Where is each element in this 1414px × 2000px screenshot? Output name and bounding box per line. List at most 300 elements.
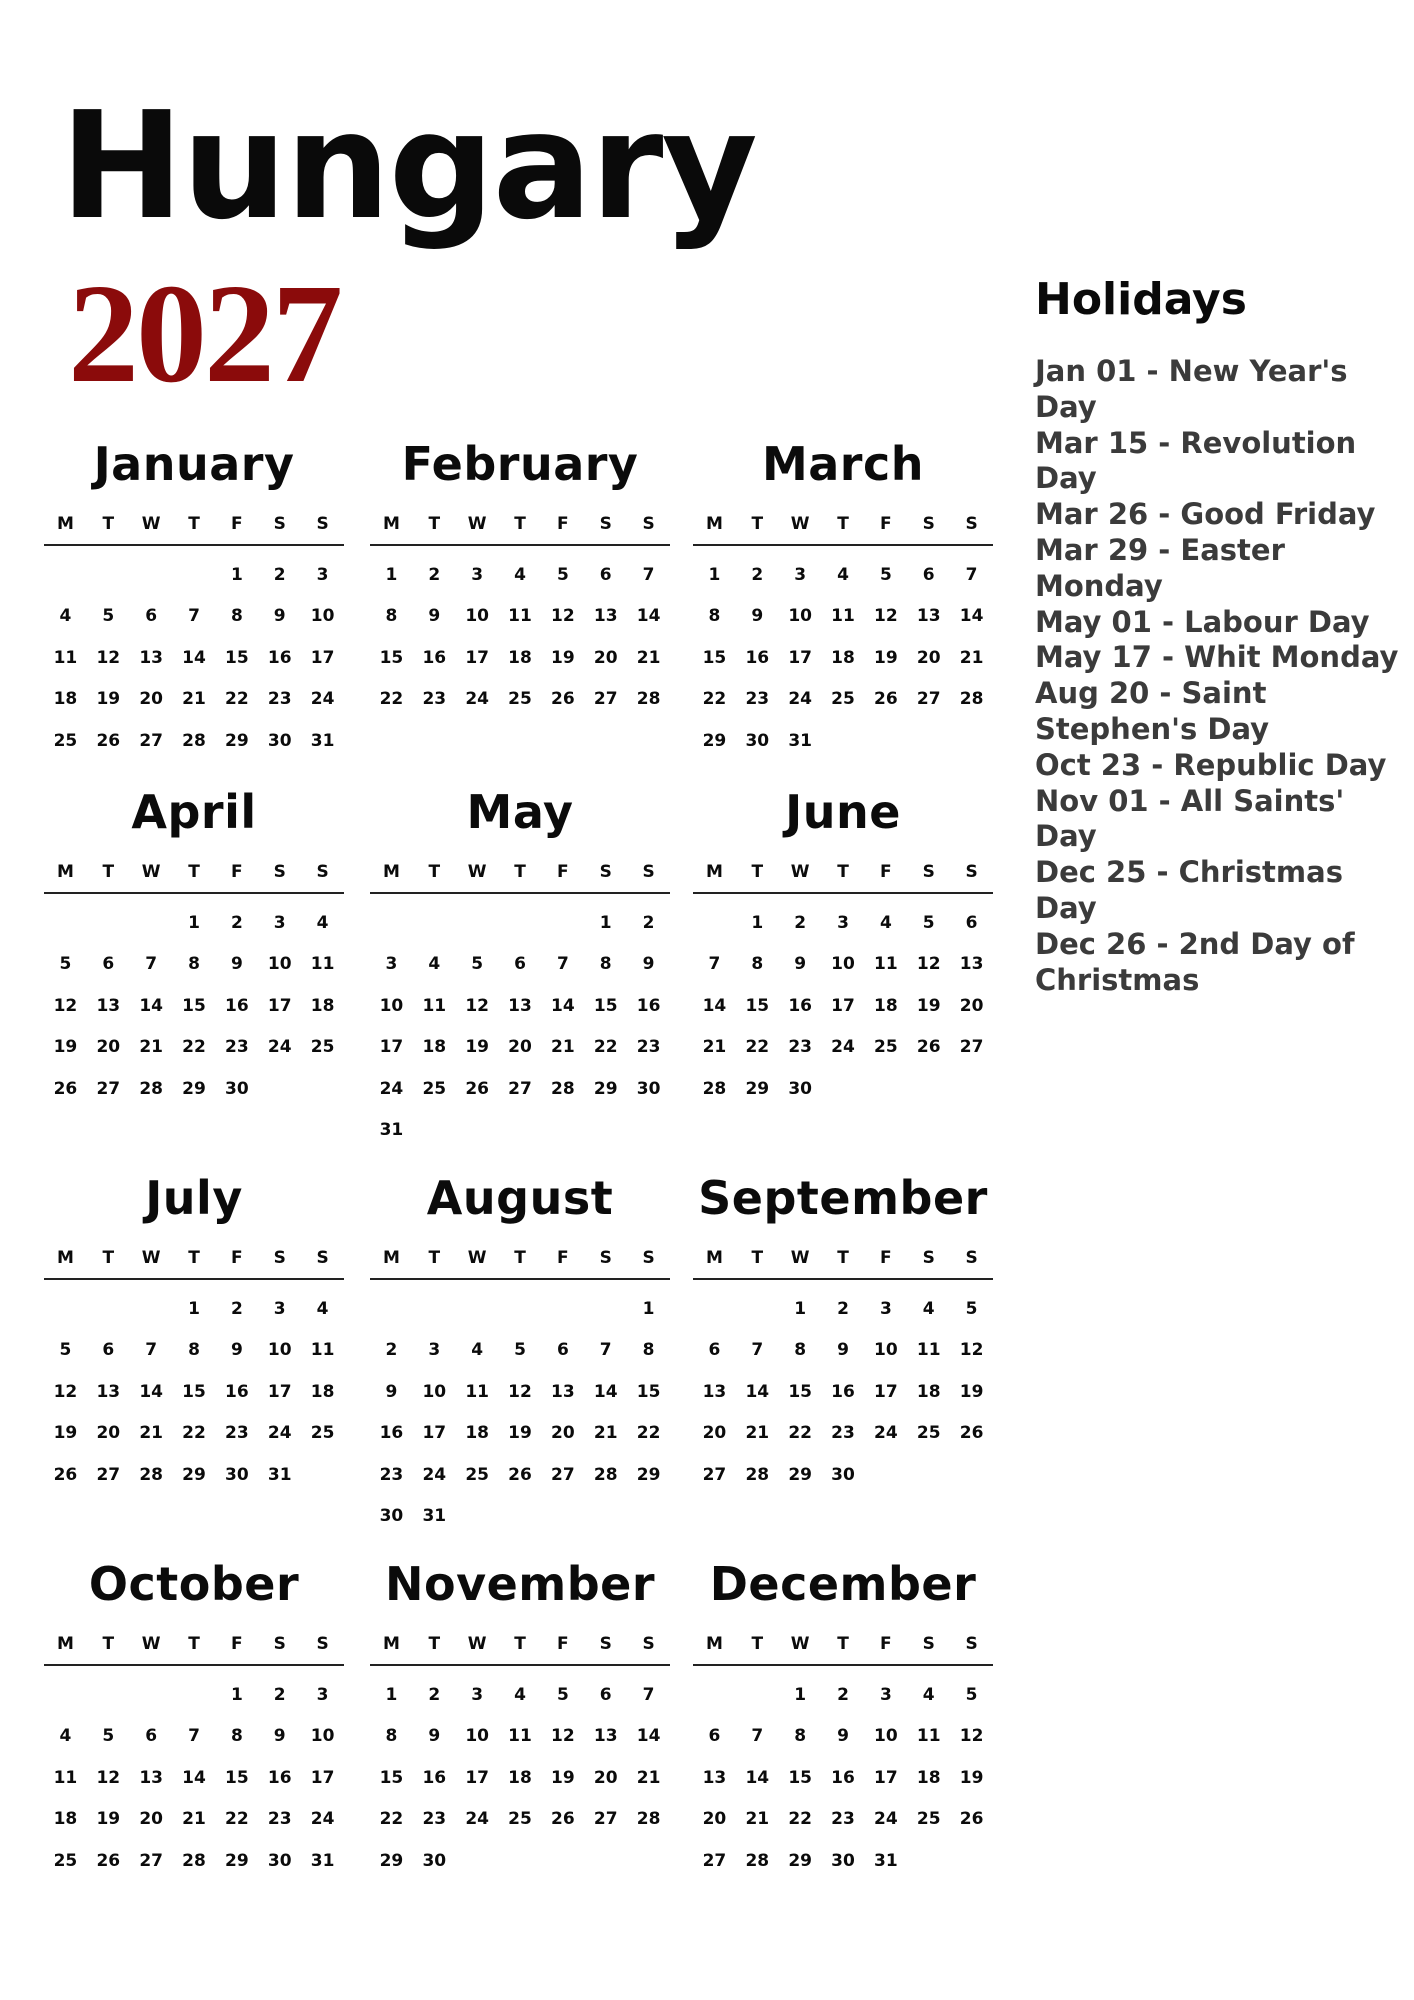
day-cell: 15 [593, 995, 618, 1016]
day-cell: 14 [182, 1767, 206, 1788]
weekday-label: F [880, 514, 892, 534]
week-row [693, 1330, 993, 1372]
day-cell: 17 [310, 647, 335, 668]
day-cell: 28 [959, 689, 984, 710]
weekday-label: F [231, 1248, 243, 1268]
month-name: December [709, 1557, 977, 1611]
week-row [44, 1799, 344, 1841]
day-cell: 7 [642, 1684, 655, 1705]
day-cell: 8 [385, 1726, 398, 1747]
weekday-label: S [599, 514, 612, 534]
weekday-label: T [102, 862, 115, 882]
day-cell: 14 [636, 606, 661, 627]
day-cell: 20 [96, 1037, 121, 1058]
weekday-label: S [922, 514, 935, 534]
day-cell: 5 [922, 912, 935, 933]
month-may [370, 786, 670, 1151]
day-cell: 25 [310, 1423, 335, 1444]
day-cell: 23 [788, 1037, 812, 1058]
day-cell: 31 [422, 1506, 447, 1527]
day-cell: 5 [965, 1684, 978, 1705]
day-cell: 21 [139, 1423, 163, 1444]
day-cell: 13 [593, 1726, 618, 1747]
day-cell: 29 [182, 1464, 206, 1485]
week-row [44, 1840, 344, 1882]
day-cell: 9 [273, 1726, 286, 1747]
weekday-label: T [751, 862, 764, 882]
day-cell: 5 [514, 1340, 526, 1361]
day-cell: 1 [642, 1298, 655, 1319]
day-cell: 3 [471, 1684, 484, 1705]
weekday-label: T [837, 514, 849, 534]
day-cell: 24 [874, 1423, 898, 1444]
weekday-label: W [141, 514, 161, 534]
weekday-header [693, 1238, 993, 1280]
weekday-label: M [705, 1248, 723, 1268]
week-row [370, 1674, 670, 1716]
day-cell: 21 [745, 1423, 770, 1444]
day-cell: 3 [385, 954, 398, 975]
day-cell: 22 [225, 689, 249, 710]
day-cell: 22 [702, 689, 727, 710]
day-cell: 14 [636, 1726, 661, 1747]
day-cell: 11 [874, 954, 898, 975]
weekday-label: M [705, 1634, 723, 1654]
day-cell: 21 [702, 1037, 727, 1058]
day-cell: 24 [874, 1809, 898, 1830]
day-cell: 15 [182, 1381, 206, 1402]
day-cell: 15 [379, 647, 404, 668]
day-cell: 14 [702, 995, 727, 1016]
day-cell: 15 [702, 647, 727, 668]
day-cell: 12 [959, 1340, 984, 1361]
day-cell: 27 [593, 689, 618, 710]
day-cell: 26 [53, 1078, 78, 1099]
day-cell: 19 [53, 1037, 78, 1058]
day-cell: 6 [708, 1340, 721, 1361]
week-row [44, 944, 344, 986]
holiday-item: Dec 25 - Christmas Day [1035, 855, 1343, 925]
day-cell: 10 [465, 606, 489, 627]
day-cell: 5 [59, 1340, 72, 1361]
weekday-label: T [514, 1248, 526, 1268]
day-cell: 23 [267, 689, 292, 710]
day-cell: 27 [551, 1464, 575, 1485]
day-cell: 14 [745, 1381, 770, 1402]
day-cell: 6 [922, 564, 935, 585]
weekday-label: M [56, 1248, 74, 1268]
day-cell: 10 [874, 1340, 898, 1361]
week-row [44, 902, 344, 944]
day-cell: 26 [551, 1809, 575, 1830]
month-name: January [93, 437, 295, 491]
week-row [693, 944, 993, 986]
day-cell: 19 [465, 1037, 489, 1058]
day-cell: 12 [874, 606, 898, 627]
day-cell: 25 [508, 689, 532, 710]
day-cell: 16 [636, 995, 661, 1016]
weekday-label: M [705, 862, 723, 882]
day-cell: 13 [508, 995, 532, 1016]
day-cell: 22 [182, 1423, 206, 1444]
day-cell: 22 [788, 1809, 812, 1830]
day-cell: 14 [959, 606, 984, 627]
day-cell: 1 [385, 1684, 398, 1705]
day-cell: 7 [751, 1726, 764, 1747]
day-cell: 17 [267, 1381, 292, 1402]
weekday-label: M [382, 1634, 400, 1654]
day-cell: 3 [316, 564, 329, 585]
day-cell: 28 [702, 1078, 727, 1099]
day-cell: 24 [267, 1423, 292, 1444]
weekday-label: S [922, 1634, 935, 1654]
holiday-item: Mar 26 - Good Friday [1035, 497, 1376, 532]
day-cell: 16 [788, 995, 812, 1016]
day-cell: 30 [225, 1078, 249, 1099]
day-cell: 9 [273, 606, 286, 627]
holiday-list [1035, 354, 1405, 998]
weekday-label: S [599, 862, 612, 882]
day-cell: 13 [139, 1767, 163, 1788]
day-cell: 22 [225, 1809, 249, 1830]
weekday-label: F [557, 1248, 569, 1268]
day-cell: 28 [182, 730, 206, 751]
day-cell: 16 [225, 995, 249, 1016]
day-cell: 30 [225, 1464, 249, 1485]
day-cell: 4 [316, 912, 329, 933]
day-cell: 28 [551, 1078, 575, 1099]
day-cell: 30 [422, 1850, 447, 1871]
day-cell: 16 [267, 1767, 292, 1788]
weekday-label: M [382, 514, 400, 534]
weekday-header [44, 1238, 344, 1280]
day-cell: 16 [831, 1381, 855, 1402]
day-cell: 6 [599, 564, 612, 585]
day-cell: 20 [139, 1809, 163, 1830]
day-cell: 29 [636, 1464, 661, 1485]
week-row [693, 1371, 993, 1413]
day-cell: 26 [96, 730, 121, 751]
day-cell: 8 [794, 1726, 807, 1747]
weekday-label: W [790, 1248, 810, 1268]
day-cell: 8 [188, 954, 200, 975]
day-cell: 20 [96, 1423, 121, 1444]
weekday-label: T [837, 1248, 849, 1268]
day-cell: 18 [508, 647, 532, 668]
day-cell: 18 [310, 1381, 335, 1402]
week-row [693, 985, 993, 1027]
day-cell: 2 [273, 1684, 286, 1705]
day-cell: 11 [53, 1767, 78, 1788]
day-cell: 13 [702, 1381, 727, 1402]
day-cell: 2 [837, 1298, 849, 1319]
day-cell: 5 [471, 954, 484, 975]
week-row [370, 1454, 670, 1496]
week-row [370, 902, 670, 944]
month-name: June [785, 785, 901, 839]
day-cell: 4 [59, 1726, 72, 1747]
day-cell: 8 [230, 606, 243, 627]
day-cell: 3 [471, 564, 484, 585]
day-cell: 15 [745, 995, 770, 1016]
week-row [693, 554, 993, 596]
day-cell: 10 [310, 1726, 335, 1747]
day-cell: 20 [702, 1809, 727, 1830]
day-cell: 24 [267, 1037, 292, 1058]
day-cell: 24 [422, 1464, 447, 1485]
day-cell: 20 [916, 647, 941, 668]
day-cell: 30 [267, 1850, 292, 1871]
weekday-label: S [642, 862, 655, 882]
day-cell: 10 [465, 1726, 489, 1747]
day-cell: 16 [379, 1423, 404, 1444]
day-cell: 10 [874, 1726, 898, 1747]
weekday-label: T [188, 1634, 200, 1654]
country-title: Hungary [60, 80, 756, 252]
day-cell: 6 [965, 912, 978, 933]
week-row [370, 1371, 670, 1413]
day-cell: 2 [837, 1684, 849, 1705]
weekday-label: F [231, 514, 243, 534]
day-cell: 3 [879, 1298, 892, 1319]
week-row [44, 1371, 344, 1413]
day-cell: 2 [230, 912, 243, 933]
day-cell: 17 [788, 647, 812, 668]
week-row [693, 902, 993, 944]
weekday-label: S [273, 1248, 286, 1268]
day-cell: 19 [96, 1809, 121, 1830]
day-cell: 15 [379, 1767, 404, 1788]
month-july [44, 1172, 344, 1496]
weekday-label: T [102, 1248, 115, 1268]
weekday-label: S [922, 862, 935, 882]
weekday-label: S [316, 1248, 329, 1268]
day-cell: 6 [102, 954, 115, 975]
day-cell: 23 [831, 1423, 855, 1444]
month-october [44, 1558, 344, 1882]
day-cell: 4 [59, 606, 72, 627]
day-cell: 22 [593, 1037, 618, 1058]
day-cell: 4 [922, 1684, 935, 1705]
weekday-label: F [557, 514, 569, 534]
year-title: 2027 [68, 254, 340, 412]
day-cell: 20 [593, 647, 618, 668]
day-cell: 16 [422, 1767, 447, 1788]
week-row [44, 1454, 344, 1496]
weekday-label: W [467, 514, 487, 534]
holiday-item: Aug 20 - Saint Stephen's Day [1035, 676, 1270, 746]
weekday-label: T [514, 514, 526, 534]
week-row [370, 596, 670, 638]
weekday-label: F [880, 862, 892, 882]
day-cell: 28 [745, 1850, 770, 1871]
day-cell: 11 [508, 606, 532, 627]
day-cell: 28 [593, 1464, 618, 1485]
day-cell: 16 [831, 1767, 855, 1788]
day-cell: 22 [745, 1037, 770, 1058]
day-cell: 15 [225, 647, 249, 668]
day-cell: 9 [837, 1340, 849, 1361]
week-row [44, 720, 344, 762]
weekday-label: S [965, 1634, 978, 1654]
weekday-label: F [880, 1634, 892, 1654]
week-row [693, 1288, 993, 1330]
month-name: November [384, 1557, 656, 1611]
week-row [693, 1757, 993, 1799]
day-cell: 17 [465, 647, 489, 668]
day-cell: 26 [53, 1464, 78, 1485]
day-cell: 23 [745, 689, 770, 710]
day-cell: 19 [959, 1767, 984, 1788]
holiday-item: Dec 26 - 2nd Day of Christmas [1035, 926, 1355, 997]
weekday-label: S [273, 514, 286, 534]
day-cell: 23 [422, 689, 447, 710]
day-cell: 26 [916, 1037, 941, 1058]
day-cell: 7 [188, 606, 200, 627]
day-cell: 8 [642, 1340, 655, 1361]
week-row [370, 1840, 670, 1882]
day-cell: 13 [551, 1381, 575, 1402]
weekday-label: M [56, 1634, 74, 1654]
day-cell: 1 [188, 912, 200, 933]
day-cell: 2 [428, 564, 441, 585]
day-cell: 9 [230, 954, 243, 975]
day-cell: 26 [551, 689, 575, 710]
weekday-label: T [102, 1634, 115, 1654]
week-row [370, 1288, 670, 1330]
day-cell: 11 [53, 647, 78, 668]
week-row [370, 637, 670, 679]
weekday-label: M [56, 862, 74, 882]
day-cell: 9 [428, 606, 441, 627]
day-cell: 4 [471, 1340, 484, 1361]
day-cell: 25 [422, 1078, 447, 1099]
day-cell: 17 [874, 1767, 898, 1788]
day-cell: 22 [182, 1037, 206, 1058]
day-cell: 3 [879, 1684, 892, 1705]
day-cell: 9 [230, 1340, 243, 1361]
day-cell: 8 [385, 606, 398, 627]
day-cell: 19 [551, 647, 575, 668]
day-cell: 24 [310, 1809, 335, 1830]
day-cell: 20 [593, 1767, 618, 1788]
weekday-label: T [514, 1634, 526, 1654]
day-cell: 29 [702, 730, 727, 751]
day-cell: 26 [959, 1809, 984, 1830]
day-cell: 7 [642, 564, 655, 585]
week-row [693, 596, 993, 638]
day-cell: 20 [551, 1423, 575, 1444]
day-cell: 10 [379, 995, 404, 1016]
week-row [370, 1068, 670, 1110]
day-cell: 28 [182, 1850, 206, 1871]
month-name: March [761, 437, 925, 491]
day-cell: 17 [874, 1381, 898, 1402]
weekday-label: W [790, 862, 810, 882]
day-cell: 6 [145, 1726, 158, 1747]
day-cell: 25 [831, 689, 855, 710]
day-cell: 17 [379, 1037, 404, 1058]
week-row [44, 1330, 344, 1372]
day-cell: 21 [182, 1809, 206, 1830]
week-row [693, 1799, 993, 1841]
weekday-header [693, 852, 993, 894]
day-cell: 24 [310, 689, 335, 710]
day-cell: 22 [788, 1423, 812, 1444]
day-cell: 17 [831, 995, 855, 1016]
month-december [693, 1558, 993, 1882]
week-row [370, 1757, 670, 1799]
day-cell: 8 [794, 1340, 807, 1361]
month-january [44, 438, 344, 762]
day-cell: 20 [959, 995, 984, 1016]
weekday-header [44, 1624, 344, 1666]
day-cell: 11 [508, 1726, 532, 1747]
day-cell: 22 [379, 689, 404, 710]
day-cell: 9 [428, 1726, 441, 1747]
day-cell: 21 [636, 1767, 661, 1788]
day-cell: 18 [422, 1037, 447, 1058]
day-cell: 27 [702, 1850, 727, 1871]
week-row [693, 1454, 993, 1496]
day-cell: 25 [874, 1037, 898, 1058]
weekday-label: F [231, 1634, 243, 1654]
day-cell: 18 [508, 1767, 532, 1788]
week-row [693, 1840, 993, 1882]
week-row [44, 637, 344, 679]
month-september [693, 1172, 993, 1496]
day-cell: 7 [599, 1340, 612, 1361]
day-cell: 23 [831, 1809, 855, 1830]
day-cell: 10 [310, 606, 335, 627]
day-cell: 14 [593, 1381, 618, 1402]
day-cell: 10 [831, 954, 855, 975]
day-cell: 2 [642, 912, 655, 933]
day-cell: 6 [708, 1726, 721, 1747]
day-cell: 25 [465, 1464, 489, 1485]
day-cell: 20 [508, 1037, 532, 1058]
day-cell: 21 [959, 647, 984, 668]
day-cell: 29 [593, 1078, 618, 1099]
weekday-label: S [642, 514, 655, 534]
week-row [693, 637, 993, 679]
holidays-title: Holidays [1035, 274, 1247, 325]
day-cell: 7 [145, 1340, 158, 1361]
day-cell: 17 [465, 1767, 489, 1788]
month-name: October [88, 1557, 300, 1611]
month-april [44, 786, 344, 1110]
day-cell: 24 [465, 689, 489, 710]
weekday-label: S [642, 1634, 655, 1654]
day-cell: 5 [102, 1726, 115, 1747]
day-cell: 25 [53, 730, 78, 751]
weekday-label: S [642, 1248, 655, 1268]
day-cell: 21 [593, 1423, 618, 1444]
holiday-item: Jan 01 - New Year's Day [1035, 354, 1348, 424]
weekday-label: M [382, 862, 400, 882]
day-cell: 17 [267, 995, 292, 1016]
day-cell: 9 [837, 1726, 849, 1747]
day-cell: 31 [310, 730, 335, 751]
day-cell: 18 [874, 995, 898, 1016]
day-cell: 13 [916, 606, 941, 627]
day-cell: 11 [831, 606, 855, 627]
day-cell: 14 [139, 1381, 163, 1402]
day-cell: 1 [385, 564, 398, 585]
day-cell: 12 [916, 954, 941, 975]
day-cell: 13 [959, 954, 984, 975]
day-cell: 23 [225, 1037, 249, 1058]
